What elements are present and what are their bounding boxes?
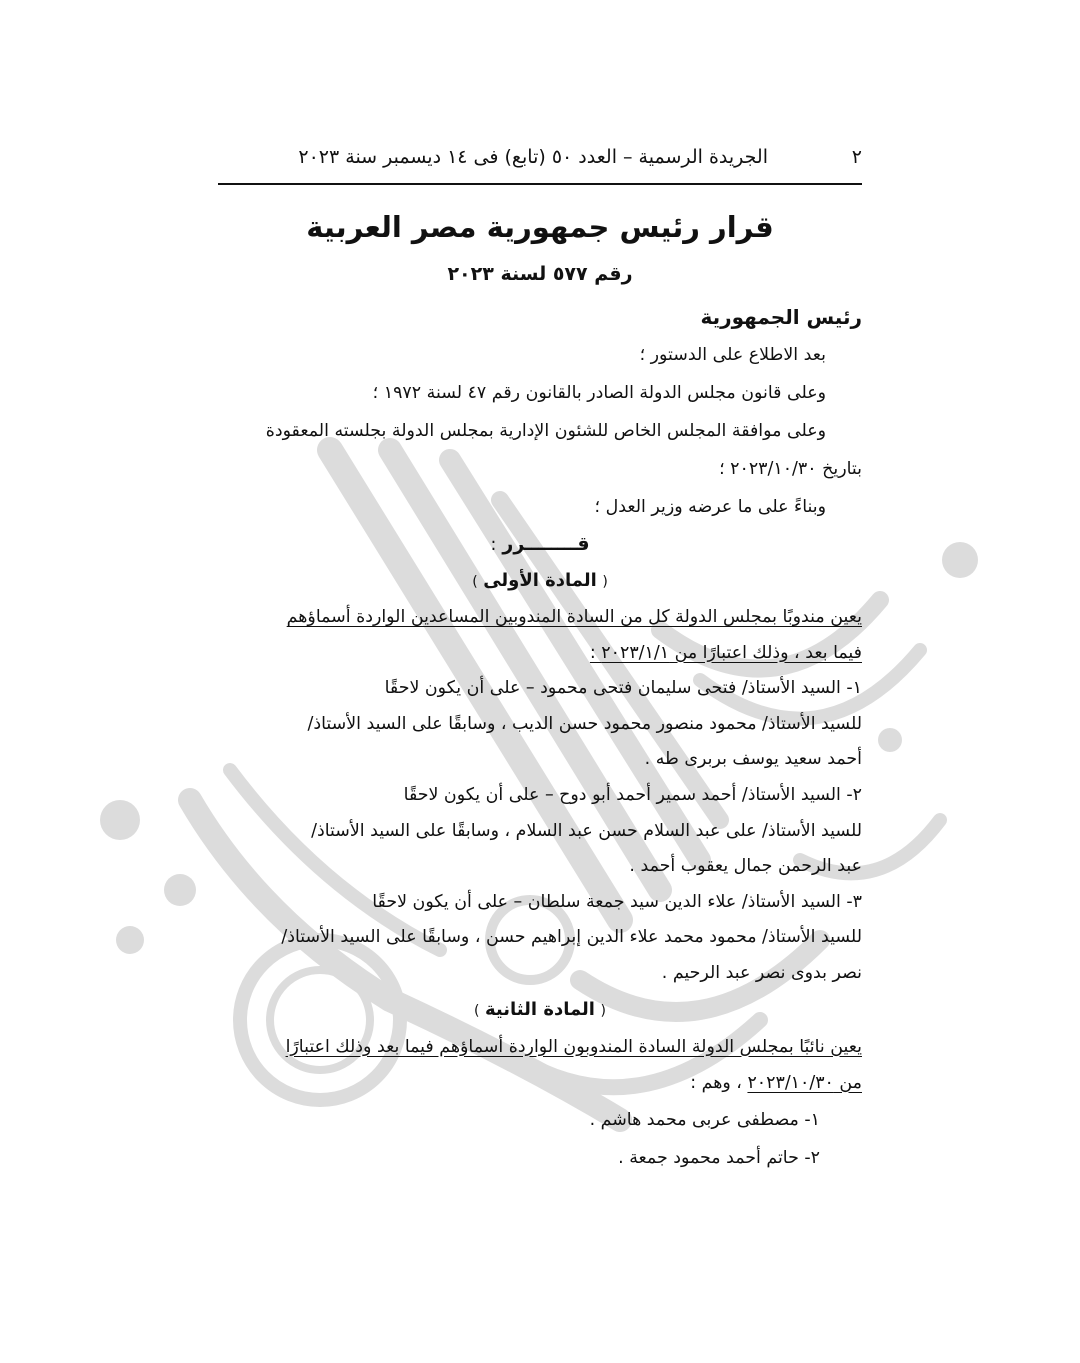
preamble-line: بعد الاطلاع على الدستور ؛ (639, 345, 826, 365)
page-number: ٢ (851, 146, 862, 168)
item-line: أحمد سعيد يوسف بربرى طه . (644, 749, 862, 770)
header-divider (218, 183, 862, 185)
decree-body (218, 298, 862, 1177)
decided-heading (218, 526, 862, 563)
article2-intro-rest: ، وهم : (690, 1072, 748, 1093)
article1-text (218, 600, 862, 992)
item-line: ٣- السيد الأستاذ/ علاء الدين سيد جمعة سلطان – على أن يكون لاحقًا (372, 891, 862, 912)
list-item (218, 778, 862, 885)
article2-names (218, 1101, 862, 1177)
decided-word: قــــــــرر (502, 533, 590, 555)
list-item (218, 885, 862, 992)
item-line: للسيد الأستاذ/ محمود محمد علاء الدين إبراهيم حسن ، وسابقًا على السيد الأستاذ/ (281, 927, 862, 948)
item-line: عبد الرحمن جمال يعقوب أحمد . (629, 856, 862, 877)
issuer-heading: رئيس الجمهورية (700, 305, 862, 329)
article1-intro-line: يعين مندوبًا بمجلس الدولة كل من السادة المندوبين المساعدين الواردة أسماؤهم (286, 607, 862, 627)
preamble-line: وعلى قانون مجلس الدولة الصادر بالقانون رقم ٤٧ لسنة ١٩٧٢ ؛ (372, 383, 826, 403)
item-line: ٢- السيد الأستاذ/ أحمد سمير أحمد أبو دوح – على أن يكون لاحقًا (403, 784, 862, 805)
decree-title: قرار رئيس جمهورية مصر العربية (306, 210, 774, 244)
preamble-line: بتاريخ ٢٠٢٣/١٠/٣٠ ؛ (719, 459, 862, 479)
article2-intro-line: يعين نائبًا بمجلس الدولة السادة المندوبون الواردة أسماؤهم فيما بعد وذلك اعتبارًا (285, 1036, 862, 1057)
decided-colon: : (490, 535, 497, 555)
article1-intro-line: فيما بعد ، وذلك اعتبارًا من ٢٠٢٣/١/١ : (589, 642, 862, 663)
item-line: للسيد الأستاذ/ محمود منصور محمود حسن الديب ، وسابقًا على السيد الأستاذ/ (307, 713, 862, 734)
item-line: للسيد الأستاذ/ على عبد السلام حسن عبد السلام ، وسابقًا على السيد الأستاذ/ (311, 820, 862, 841)
preamble-line: وبناءً على ما عرضه وزير العدل ؛ (594, 497, 826, 517)
article1-heading: ( المادة الأولى ) (472, 570, 608, 591)
item-line: نصر بدوى نصر عبد الرحيم . (661, 962, 862, 983)
article2-date: من ٢٠٢٣/١٠/٣٠ (747, 1072, 862, 1093)
list-item (218, 671, 862, 778)
article1-title: المادة الأولى (483, 570, 597, 591)
preamble-line: وعلى موافقة المجلس الخاص للشئون الإدارية بمجلس الدولة بجلسته المعقودة (265, 421, 826, 441)
article2-title: المادة الثانية (485, 998, 595, 1020)
gazette-issue-line: الجريدة الرسمية – العدد ٥٠ (تابع) فى ١٤ ديسمبر سنة ٢٠٢٣ (298, 146, 768, 168)
decree-number: رقم ٥٧٧ لسنة ٢٠٢٣ (447, 263, 633, 285)
page-header (218, 140, 862, 174)
article2-heading: ( المادة الثانية ) (474, 998, 606, 1020)
list-item: ٢- حاتم أحمد محمود جمعة . (618, 1147, 820, 1168)
list-item: ١- مصطفى عربى محمد هاشم . (589, 1109, 820, 1130)
item-line: ١- السيد الأستاذ/ فتحى سليمان فتحى محمود – على أن يكون لاحقًا (384, 678, 862, 699)
